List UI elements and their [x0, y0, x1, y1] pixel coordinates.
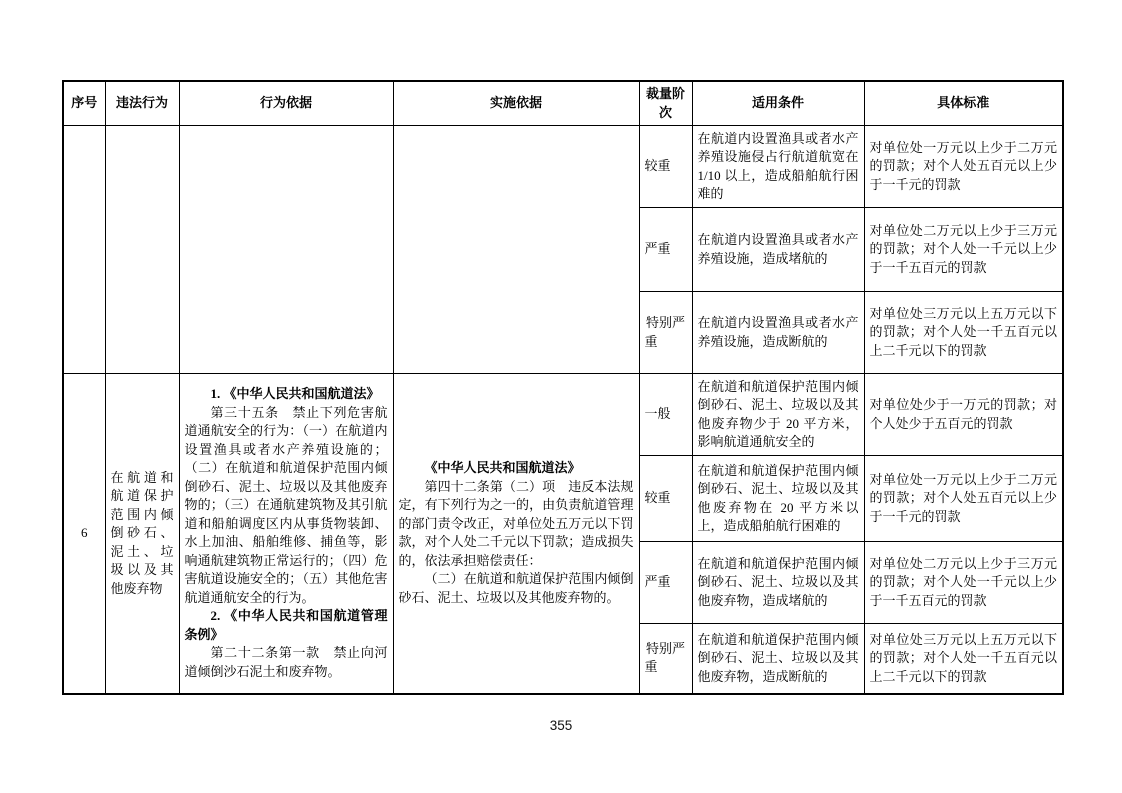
tier-cell: 严重 — [639, 208, 692, 292]
header-seq: 序号 — [63, 81, 105, 126]
header-condition: 适用条件 — [692, 81, 864, 126]
standard-cell: 对单位处少于一万元的罚款；对个人处少于五百元的罚款 — [864, 374, 1063, 456]
empty-behavior-basis-cell — [179, 126, 393, 374]
page-number: 355 — [549, 718, 573, 733]
law-title: 《中华人民共和国航道法》 — [424, 460, 581, 476]
empty-impl-basis-cell — [393, 126, 639, 374]
condition-cell: 在航道和航道保护范围内倾倒砂石、泥土、垃圾以及其他废弃物，造成断航的 — [692, 624, 864, 694]
condition-cell: 在航道和航道保护范围内倾倒砂石、泥土、垃圾以及其他废弃物少于 20 平方米，影响航道通航安全的 — [692, 374, 864, 456]
header-behavior-basis: 行为依据 — [179, 81, 393, 126]
table-row — [63, 374, 1063, 456]
condition-cell: 在航道和航道保护范围内倾倒砂石、泥土、垃圾以及其他废弃物，造成堵航的 — [692, 542, 864, 624]
tier-cell: 特别严重 — [639, 292, 692, 374]
header-impl-basis: 实施依据 — [393, 81, 639, 126]
condition-cell: 在航道内设置渔具或者水产养殖设施，造成断航的 — [692, 292, 864, 374]
table-header-row — [63, 81, 1063, 126]
standard-cell: 对单位处一万元以上少于二万元的罚款；对个人处五百元以上少于一千元的罚款 — [864, 126, 1063, 208]
law-article: 第三十五条 禁止下列危害航道通航安全的行为：（一）在航道内设置渔具或者水产养殖设施的；（二）在航道和航道保护范围内倾倒砂石、泥土、垃圾以及其他废弃物的；（三）在通航建筑物及其引航道和船舶调度区内从事货物装卸、水上加油、船舶维修、捕鱼等，影响通航建筑物正常运行的；（四）危害航道设施安全的；（五）其他危害航道通航安全的行为。 — [184, 404, 388, 605]
tier-cell: 一般 — [639, 374, 692, 456]
standard-cell: 对单位处一万元以上少于二万元的罚款；对个人处五百元以上少于一千元的罚款 — [864, 456, 1063, 542]
law-article: （二）在航道和航道保护范围内倾倒砂石、泥土、垃圾以及其他废弃物的。 — [398, 571, 634, 605]
law-article: 第二十二条第一款 禁止向河道倾倒沙石泥土和废弃物。 — [184, 645, 388, 679]
impl-basis-cell — [393, 374, 639, 694]
seq-cell: 6 — [63, 374, 105, 694]
tier-cell: 特别严重 — [639, 624, 692, 694]
tier-cell: 严重 — [639, 542, 692, 624]
header-standard: 具体标准 — [864, 81, 1063, 126]
law-article: 第四十二条第（二）项 违反本法规定，有下列行为之一的，由负责航道管理的部门责令改正，对单位处五万元以下罚款，对个人处二千元以下罚款；造成损失的，依法承担赔偿责任： — [398, 478, 634, 568]
table-row — [63, 126, 1063, 208]
condition-cell: 在航道和航道保护范围内倾倒砂石、泥土、垃圾以及其他废弃物在 20 平方米以上，造成船舶航行困难的 — [692, 456, 864, 542]
standard-cell: 对单位处二万元以上少于三万元的罚款；对个人处一千元以上少于一千五百元的罚款 — [864, 208, 1063, 292]
standard-cell: 对单位处三万元以上五万元以下的罚款；对个人处一千五百元以上二千元以下的罚款 — [864, 292, 1063, 374]
condition-cell: 在航道内设置渔具或者水产养殖设施侵占行航道航宽在 1/10 以上，造成船舶航行困难的 — [692, 126, 864, 208]
empty-seq-cell — [63, 126, 105, 374]
penalty-standards-table — [62, 80, 1064, 695]
header-behavior: 违法行为 — [105, 81, 179, 126]
tier-cell: 较重 — [639, 456, 692, 542]
behavior-cell: 在航道和航道保护范围内倾倒砂石、泥土、垃圾以及其他废弃物 — [105, 374, 179, 694]
standard-cell: 对单位处二万元以上少于三万元的罚款；对个人处一千元以上少于一千五百元的罚款 — [864, 542, 1063, 624]
condition-cell: 在航道内设置渔具或者水产养殖设施，造成堵航的 — [692, 208, 864, 292]
behavior-basis-cell — [179, 374, 393, 694]
law-title: 2. 《中华人民共和国航道管理条例》 — [184, 608, 388, 642]
empty-behavior-cell — [105, 126, 179, 374]
law-title: 1. 《中华人民共和国航道法》 — [210, 386, 380, 402]
tier-cell: 较重 — [639, 126, 692, 208]
header-tier: 裁量阶次 — [639, 81, 692, 126]
standard-cell: 对单位处三万元以上五万元以下的罚款；对个人处一千五百元以上二千元以下的罚款 — [864, 624, 1063, 694]
